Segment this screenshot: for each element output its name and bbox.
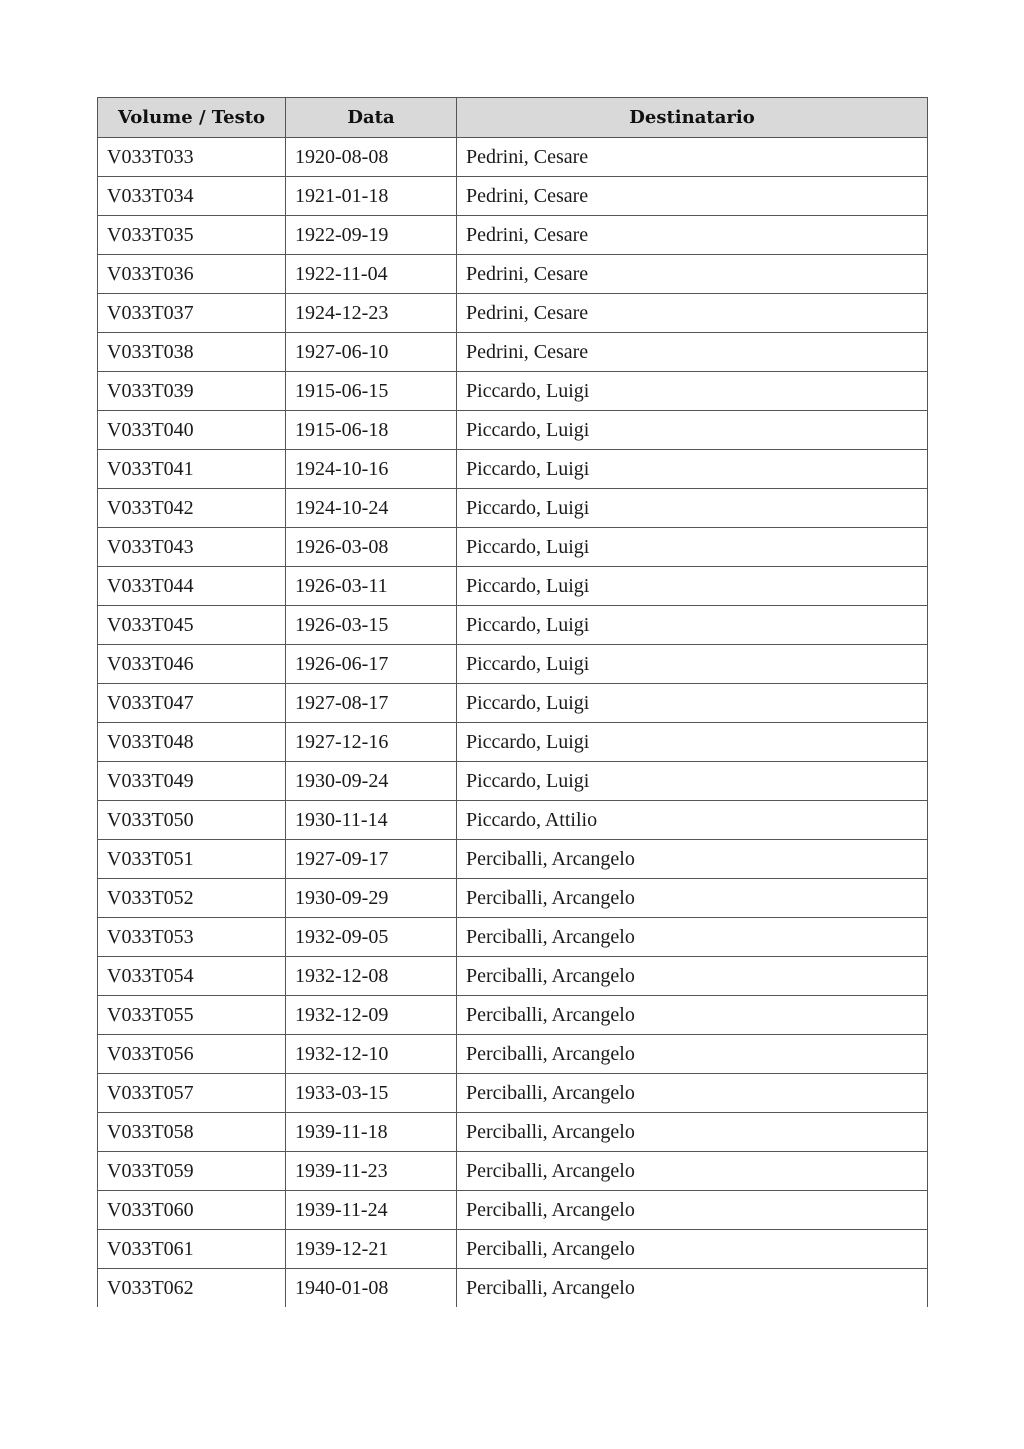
table-header xyxy=(98,98,928,138)
cell-recipient: Pedrini, Cesare xyxy=(457,177,928,216)
cell-volume: V033T052 xyxy=(98,879,286,918)
cell-date: 1939-12-21 xyxy=(286,1230,457,1269)
cell-volume: V033T048 xyxy=(98,723,286,762)
cell-date: 1927-12-16 xyxy=(286,723,457,762)
table-row xyxy=(98,294,928,333)
cell-volume: V033T044 xyxy=(98,567,286,606)
cell-recipient: Piccardo, Luigi xyxy=(457,684,928,723)
cell-date: 1915-06-15 xyxy=(286,372,457,411)
cell-date: 1926-06-17 xyxy=(286,645,457,684)
cell-recipient: Piccardo, Luigi xyxy=(457,528,928,567)
cell-recipient: Piccardo, Luigi xyxy=(457,762,928,801)
cell-recipient: Piccardo, Luigi xyxy=(457,723,928,762)
table-row xyxy=(98,255,928,294)
cell-date: 1927-08-17 xyxy=(286,684,457,723)
cell-volume: V033T047 xyxy=(98,684,286,723)
cell-date: 1927-09-17 xyxy=(286,840,457,879)
cell-date: 1922-09-19 xyxy=(286,216,457,255)
cell-volume: V033T038 xyxy=(98,333,286,372)
cell-recipient: Perciballi, Arcangelo xyxy=(457,957,928,996)
table-row xyxy=(98,957,928,996)
cell-volume: V033T040 xyxy=(98,411,286,450)
table-row xyxy=(98,567,928,606)
cell-volume: V033T034 xyxy=(98,177,286,216)
cell-date: 1939-11-18 xyxy=(286,1113,457,1152)
table-row xyxy=(98,411,928,450)
table-body xyxy=(98,138,928,1308)
cell-date: 1921-01-18 xyxy=(286,177,457,216)
cell-date: 1930-09-24 xyxy=(286,762,457,801)
table-row xyxy=(98,840,928,879)
cell-recipient: Pedrini, Cesare xyxy=(457,138,928,177)
cell-recipient: Piccardo, Luigi xyxy=(457,489,928,528)
cell-volume: V033T050 xyxy=(98,801,286,840)
cell-date: 1932-12-10 xyxy=(286,1035,457,1074)
cell-date: 1927-06-10 xyxy=(286,333,457,372)
cell-volume: V033T035 xyxy=(98,216,286,255)
cell-volume: V033T056 xyxy=(98,1035,286,1074)
cell-volume: V033T049 xyxy=(98,762,286,801)
cell-date: 1920-08-08 xyxy=(286,138,457,177)
letters-table xyxy=(97,97,928,1307)
table-row xyxy=(98,333,928,372)
cell-date: 1926-03-15 xyxy=(286,606,457,645)
cell-volume: V033T041 xyxy=(98,450,286,489)
cell-volume: V033T046 xyxy=(98,645,286,684)
cell-recipient: Perciballi, Arcangelo xyxy=(457,1074,928,1113)
cell-recipient: Perciballi, Arcangelo xyxy=(457,1113,928,1152)
cell-recipient: Perciballi, Arcangelo xyxy=(457,1035,928,1074)
cell-volume: V033T036 xyxy=(98,255,286,294)
table-row xyxy=(98,1113,928,1152)
table-row xyxy=(98,762,928,801)
cell-volume: V033T033 xyxy=(98,138,286,177)
table-row xyxy=(98,918,928,957)
table-row xyxy=(98,1269,928,1308)
table-row xyxy=(98,528,928,567)
cell-volume: V033T054 xyxy=(98,957,286,996)
cell-date: 1932-09-05 xyxy=(286,918,457,957)
table-row xyxy=(98,645,928,684)
cell-recipient: Piccardo, Luigi xyxy=(457,411,928,450)
cell-recipient: Pedrini, Cesare xyxy=(457,216,928,255)
cell-recipient: Piccardo, Luigi xyxy=(457,645,928,684)
table-row xyxy=(98,1191,928,1230)
table-row xyxy=(98,450,928,489)
cell-volume: V033T045 xyxy=(98,606,286,645)
cell-date: 1932-12-09 xyxy=(286,996,457,1035)
cell-date: 1940-01-08 xyxy=(286,1269,457,1308)
cell-recipient: Perciballi, Arcangelo xyxy=(457,1230,928,1269)
cell-date: 1939-11-23 xyxy=(286,1152,457,1191)
cell-recipient: Perciballi, Arcangelo xyxy=(457,1152,928,1191)
table-row xyxy=(98,1230,928,1269)
column-header-date: Data xyxy=(286,98,457,138)
cell-date: 1930-09-29 xyxy=(286,879,457,918)
table-row xyxy=(98,216,928,255)
cell-volume: V033T053 xyxy=(98,918,286,957)
cell-recipient: Perciballi, Arcangelo xyxy=(457,1191,928,1230)
cell-date: 1924-12-23 xyxy=(286,294,457,333)
cell-date: 1939-11-24 xyxy=(286,1191,457,1230)
cell-date: 1924-10-24 xyxy=(286,489,457,528)
cell-recipient: Perciballi, Arcangelo xyxy=(457,840,928,879)
header-row xyxy=(98,98,928,138)
cell-volume: V033T042 xyxy=(98,489,286,528)
table-row xyxy=(98,372,928,411)
cell-date: 1915-06-18 xyxy=(286,411,457,450)
column-header-volume: Volume / Testo xyxy=(98,98,286,138)
table-row xyxy=(98,177,928,216)
cell-volume: V033T043 xyxy=(98,528,286,567)
table-row xyxy=(98,1035,928,1074)
cell-date: 1933-03-15 xyxy=(286,1074,457,1113)
cell-volume: V033T058 xyxy=(98,1113,286,1152)
cell-volume: V033T061 xyxy=(98,1230,286,1269)
table-row xyxy=(98,1074,928,1113)
cell-recipient: Piccardo, Luigi xyxy=(457,450,928,489)
cell-date: 1926-03-08 xyxy=(286,528,457,567)
cell-recipient: Piccardo, Luigi xyxy=(457,567,928,606)
table-row xyxy=(98,996,928,1035)
cell-recipient: Perciballi, Arcangelo xyxy=(457,1269,928,1308)
cell-recipient: Pedrini, Cesare xyxy=(457,294,928,333)
table-row xyxy=(98,723,928,762)
cell-volume: V033T062 xyxy=(98,1269,286,1308)
cell-volume: V033T037 xyxy=(98,294,286,333)
cell-recipient: Pedrini, Cesare xyxy=(457,333,928,372)
cell-volume: V033T055 xyxy=(98,996,286,1035)
cell-recipient: Pedrini, Cesare xyxy=(457,255,928,294)
cell-date: 1932-12-08 xyxy=(286,957,457,996)
cell-date: 1924-10-16 xyxy=(286,450,457,489)
cell-volume: V033T051 xyxy=(98,840,286,879)
cell-volume: V033T059 xyxy=(98,1152,286,1191)
cell-volume: V033T057 xyxy=(98,1074,286,1113)
table-row xyxy=(98,489,928,528)
cell-date: 1930-11-14 xyxy=(286,801,457,840)
cell-recipient: Perciballi, Arcangelo xyxy=(457,996,928,1035)
cell-recipient: Piccardo, Luigi xyxy=(457,372,928,411)
column-header-recipient: Destinatario xyxy=(457,98,928,138)
cell-recipient: Piccardo, Attilio xyxy=(457,801,928,840)
table-row xyxy=(98,879,928,918)
cell-volume: V033T039 xyxy=(98,372,286,411)
table-row xyxy=(98,606,928,645)
cell-recipient: Perciballi, Arcangelo xyxy=(457,879,928,918)
table-row xyxy=(98,684,928,723)
table-row xyxy=(98,801,928,840)
cell-date: 1922-11-04 xyxy=(286,255,457,294)
cell-date: 1926-03-11 xyxy=(286,567,457,606)
cell-volume: V033T060 xyxy=(98,1191,286,1230)
table-row xyxy=(98,1152,928,1191)
table-row xyxy=(98,138,928,177)
cell-recipient: Perciballi, Arcangelo xyxy=(457,918,928,957)
cell-recipient: Piccardo, Luigi xyxy=(457,606,928,645)
